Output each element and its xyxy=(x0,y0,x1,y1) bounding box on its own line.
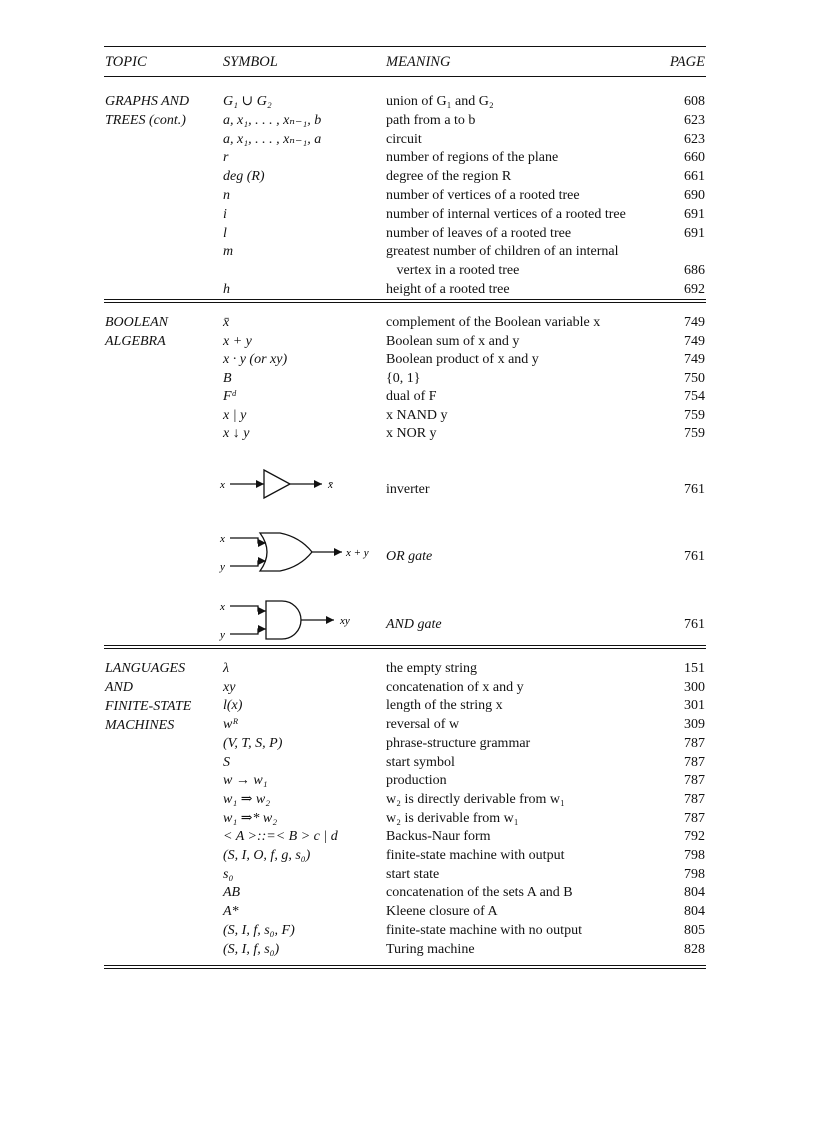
inverter-gate-icon xyxy=(218,466,358,502)
meaning-cell: Backus-Naur form xyxy=(386,829,491,845)
table-row xyxy=(0,827,816,846)
table-row xyxy=(0,387,816,406)
gate-output-label: x + y xyxy=(346,547,369,559)
table-row xyxy=(0,753,816,772)
meaning-cell: length of the string x xyxy=(386,698,503,714)
symbol-cell: (S, I, O, f, g, s₀) xyxy=(223,848,311,863)
table-row xyxy=(0,261,816,280)
meaning-cell: circuit xyxy=(386,131,422,147)
meaning-cell: vertex in a rooted tree xyxy=(386,263,520,279)
page-cell: 623 xyxy=(684,112,705,128)
gate-meaning-text: AND gate xyxy=(386,617,442,632)
page-cell: 787 xyxy=(684,754,705,770)
meaning-cell: degree of the region R xyxy=(386,169,512,185)
meaning-cell: w₂ is derivable from w₁ xyxy=(386,810,519,826)
table-row xyxy=(0,205,816,224)
gate-input-label: x xyxy=(220,533,225,545)
page-cell: 798 xyxy=(684,866,705,882)
symbol-cell: h xyxy=(223,282,230,297)
symbol-cell: (S, I, f, s₀, F) xyxy=(223,922,295,938)
bottom-rule xyxy=(104,968,706,969)
gate-meaning: inverter xyxy=(386,482,430,497)
meaning-cell: number of vertices of a rooted tree xyxy=(386,188,580,203)
table-row xyxy=(0,242,816,261)
or-gate-icon xyxy=(218,527,378,575)
symbol-cell: S xyxy=(223,754,230,770)
symbol-cell: < A >::=< B > c | d xyxy=(223,829,338,845)
page-cell: 759 xyxy=(684,407,705,423)
table-row xyxy=(0,111,816,130)
page-cell: 692 xyxy=(684,282,705,297)
meaning-cell: x NOR y xyxy=(386,426,437,441)
topic-line: BOOLEAN xyxy=(105,315,168,330)
page-cell: 309 xyxy=(684,717,705,733)
page-cell: 623 xyxy=(684,131,705,147)
page-cell: 301 xyxy=(684,698,705,714)
page-cell: 759 xyxy=(684,426,705,441)
gate-page: 761 xyxy=(684,482,705,497)
header-rule xyxy=(104,76,706,77)
table-row xyxy=(0,678,816,697)
meaning-cell: Boolean product of x and y xyxy=(386,352,539,367)
symbol-cell: λ xyxy=(223,661,230,676)
table-row xyxy=(0,186,816,205)
page-cell: 754 xyxy=(684,389,705,404)
symbol-cell: AB xyxy=(223,885,241,901)
meaning-cell: number of regions of the plane xyxy=(386,150,559,166)
gate-page: 761 xyxy=(684,549,705,564)
meaning-cell: x NAND y xyxy=(386,407,448,423)
gate-input-label: x xyxy=(220,601,225,613)
meaning-cell: start state xyxy=(386,866,440,882)
table-row xyxy=(0,406,816,425)
table-row xyxy=(0,790,816,809)
meaning-cell: Kleene closure of A xyxy=(386,904,498,920)
symbol-cell: wᴿ xyxy=(223,717,239,733)
topic-line: GRAPHS AND xyxy=(105,94,190,109)
topic-line: AND xyxy=(105,680,133,695)
symbol-cell: s₀ xyxy=(223,866,234,882)
section-rule xyxy=(104,302,706,303)
header-symbol: SYMBOL xyxy=(223,54,278,70)
table-row xyxy=(0,280,816,299)
page-cell: 686 xyxy=(684,263,705,279)
symbol-cell: a, x₁, . . . , xₙ₋₁, b xyxy=(223,112,322,128)
symbol-cell: (S, I, f, s₀) xyxy=(223,941,280,957)
symbol-cell: Fᵈ xyxy=(223,389,236,404)
meaning-cell: number of internal vertices of a rooted tree xyxy=(386,206,626,222)
meaning-cell: {0, 1} xyxy=(386,370,421,386)
page-cell: 828 xyxy=(684,941,705,957)
symbol-cell: x | y xyxy=(223,407,247,423)
header-page: PAGE xyxy=(669,54,705,70)
header-topic: TOPIC xyxy=(105,54,147,70)
table-row xyxy=(0,696,816,715)
page-cell: 787 xyxy=(684,773,705,789)
symbol-cell: deg (R) xyxy=(223,169,265,185)
table-row xyxy=(0,167,816,186)
page-cell: 787 xyxy=(684,810,705,826)
meaning-cell: greatest number of children of an internal xyxy=(386,244,619,260)
meaning-cell: the empty string xyxy=(386,661,477,676)
section-rule xyxy=(104,648,706,649)
meaning-cell: height of a rooted tree xyxy=(386,282,510,297)
header-meaning: MEANING xyxy=(386,54,451,70)
symbol-cell: a, x₁, . . . , xₙ₋₁, a xyxy=(223,131,322,147)
symbol-cell: x ↓ y xyxy=(223,426,250,441)
gate-output-label: xy xyxy=(340,615,350,627)
page-cell: 804 xyxy=(684,904,705,920)
symbol-cell: xy xyxy=(223,679,236,695)
meaning-cell: Boolean sum of x and y xyxy=(386,333,520,349)
meaning-cell: concatenation of the sets A and B xyxy=(386,885,573,901)
meaning-cell: complement of the Boolean variable x xyxy=(386,315,601,330)
gate-row-and xyxy=(0,601,816,641)
gate-input-label: x xyxy=(220,479,225,491)
meaning-cell: production xyxy=(386,773,447,789)
table-row xyxy=(0,424,816,443)
meaning-cell: phrase-structure grammar xyxy=(386,735,531,751)
symbol-cell: w₁ ⇒ w₂ xyxy=(223,791,271,807)
gate-input-label: y xyxy=(220,629,225,641)
table-row xyxy=(0,846,816,865)
page-cell: 804 xyxy=(684,885,705,901)
table-row xyxy=(0,921,816,940)
table-row xyxy=(0,865,816,884)
table-row xyxy=(0,92,816,111)
symbol-cell: x · y (or xy) xyxy=(223,352,288,367)
meaning-cell: number of leaves of a rooted tree xyxy=(386,225,572,241)
meaning-cell: concatenation of x and y xyxy=(386,679,524,695)
gate-output-label: x̄ xyxy=(328,479,333,491)
page-cell: 798 xyxy=(684,848,705,863)
symbol-cell: x̄ xyxy=(223,315,230,330)
page-cell: 151 xyxy=(684,661,705,676)
page-cell: 690 xyxy=(684,188,705,203)
meaning-cell: reversal of w xyxy=(386,717,460,733)
table-row xyxy=(0,350,816,369)
meaning-cell: finite-state machine with no output xyxy=(386,922,582,938)
meaning-cell: Turing machine xyxy=(386,941,475,957)
table-row xyxy=(0,902,816,921)
page-cell: 691 xyxy=(684,206,705,222)
page-cell: 660 xyxy=(684,150,705,166)
symbol-cell: (V, T, S, P) xyxy=(223,735,283,751)
table-row xyxy=(0,940,816,959)
bottom-rule xyxy=(104,965,706,966)
gate-meaning: OR gate xyxy=(386,549,433,564)
table-row xyxy=(0,130,816,149)
page-cell: 805 xyxy=(684,922,705,938)
gate-page: 761 xyxy=(684,617,705,632)
topic-line: ALGEBRA xyxy=(105,334,166,349)
page-cell: 608 xyxy=(684,94,705,109)
page-cell: 661 xyxy=(684,169,705,185)
symbol-cell: w → w₁ xyxy=(223,773,268,789)
gate-row-or xyxy=(0,533,816,573)
page-cell: 300 xyxy=(684,679,705,695)
topic-line: MACHINES xyxy=(105,718,175,733)
page-cell: 750 xyxy=(684,370,705,386)
section-rule xyxy=(104,299,706,300)
page-cell: 749 xyxy=(684,333,705,349)
symbol-cell: B xyxy=(223,370,232,386)
topic-line: FINITE-STATE xyxy=(105,699,192,714)
page-cell: 787 xyxy=(684,791,705,807)
page-cell: 792 xyxy=(684,829,705,845)
topic-line: TREES (cont.) xyxy=(105,113,186,128)
and-gate-icon xyxy=(218,595,378,643)
page-cell: 749 xyxy=(684,315,705,330)
symbol-cell: m xyxy=(223,244,234,260)
table-row xyxy=(0,883,816,902)
meaning-cell: union of G₁ and G₂ xyxy=(386,94,494,109)
symbol-cell: G₁ ∪ G₂ xyxy=(223,94,272,109)
symbol-cell: l xyxy=(223,225,227,241)
gate-row-inverter xyxy=(0,480,816,499)
table-row xyxy=(0,148,816,167)
section-rule xyxy=(104,645,706,646)
table-row xyxy=(0,715,816,734)
table-row xyxy=(0,809,816,828)
meaning-cell: path from a to b xyxy=(386,112,476,128)
symbol-cell: r xyxy=(223,150,229,166)
meaning-cell: finite-state machine with output xyxy=(386,848,565,863)
page-cell: 691 xyxy=(684,225,705,241)
table-row xyxy=(0,734,816,753)
table-row xyxy=(0,659,816,678)
topic-line: LANGUAGES xyxy=(105,661,186,676)
page-cell: 749 xyxy=(684,352,705,367)
symbol-cell: A* xyxy=(223,904,239,920)
gate-input-label: y xyxy=(220,561,225,573)
meaning-cell: dual of F xyxy=(386,389,437,404)
table-row xyxy=(0,224,816,243)
page-cell: 787 xyxy=(684,735,705,751)
symbol-cell: x + y xyxy=(223,333,252,349)
table-row xyxy=(0,771,816,790)
symbol-cell: l(x) xyxy=(223,698,243,714)
table-row xyxy=(0,313,816,332)
meaning-cell: start symbol xyxy=(386,754,455,770)
symbol-cell: i xyxy=(223,206,227,222)
symbol-cell: n xyxy=(223,188,230,203)
top-rule xyxy=(104,46,706,47)
table-row xyxy=(0,369,816,388)
gate-meaning xyxy=(386,615,442,634)
meaning-cell: w₂ is directly derivable from w₁ xyxy=(386,791,565,807)
symbol-cell: w₁ ⇒* w₂ xyxy=(223,810,278,826)
table-row xyxy=(0,332,816,351)
